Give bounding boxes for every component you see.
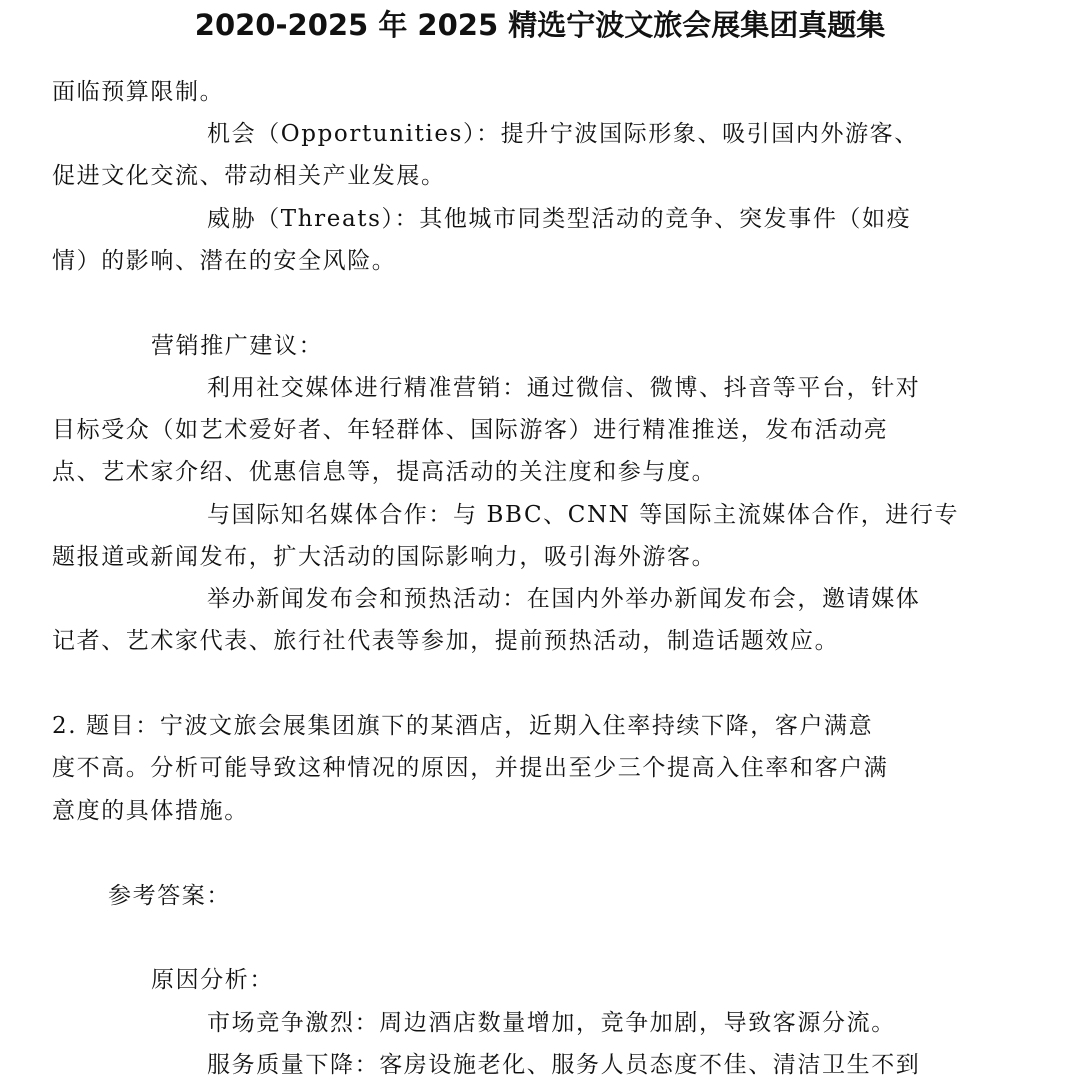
text-line: 促进文化交流、带动相关产业发展。 xyxy=(52,163,446,189)
text-line: 与国际知名媒体合作：与 BBC、CNN 等国际主流媒体合作，进行专 xyxy=(207,502,960,528)
text-line: 意度的具体措施。 xyxy=(52,798,249,824)
text-line: 点、艺术家介绍、优惠信息等，提高活动的关注度和参与度。 xyxy=(52,459,717,485)
text-line: 服务质量下降：客房设施老化、服务人员态度不佳、清洁卫生不到 xyxy=(207,1052,921,1078)
answer-heading: 参考答案： xyxy=(108,883,231,909)
text-line: 威胁（Threats）：其他城市同类型活动的竞争、突发事件（如疫 xyxy=(207,206,912,232)
text-line: 度不高。分析可能导致这种情况的原因，并提出至少三个提高入住率和客户满 xyxy=(52,755,889,781)
section-heading: 原因分析： xyxy=(151,967,274,993)
text-line: 记者、艺术家代表、旅行社代表等参加，提前预热活动，制造话题效应。 xyxy=(52,628,840,654)
text-line: 题报道或新闻发布，扩大活动的国际影响力，吸引海外游客。 xyxy=(52,544,717,570)
text-line: 目标受众（如艺术爱好者、年轻群体、国际游客）进行精准推送，发布活动亮 xyxy=(52,417,889,443)
question-line: 2. 题目：宁波文旅会展集团旗下的某酒店，近期入住率持续下降，客户满意 xyxy=(52,713,874,739)
document-title: 2020-2025 年 2025 精选宁波文旅会展集团真题集 xyxy=(194,8,886,42)
text-line: 利用社交媒体进行精准营销：通过微信、微博、抖音等平台，针对 xyxy=(207,375,921,401)
section-heading: 营销推广建议： xyxy=(151,333,324,359)
text-line: 面临预算限制。 xyxy=(52,79,225,105)
text-line: 举办新闻发布会和预热活动：在国内外举办新闻发布会，邀请媒体 xyxy=(207,586,921,612)
text-line: 机会（Opportunities）：提升宁波国际形象、吸引国内外游客、 xyxy=(207,121,919,147)
text-line: 市场竞争激烈：周边酒店数量增加，竞争加剧，导致客源分流。 xyxy=(207,1010,896,1036)
text-line: 情）的影响、潜在的安全风险。 xyxy=(52,248,397,274)
